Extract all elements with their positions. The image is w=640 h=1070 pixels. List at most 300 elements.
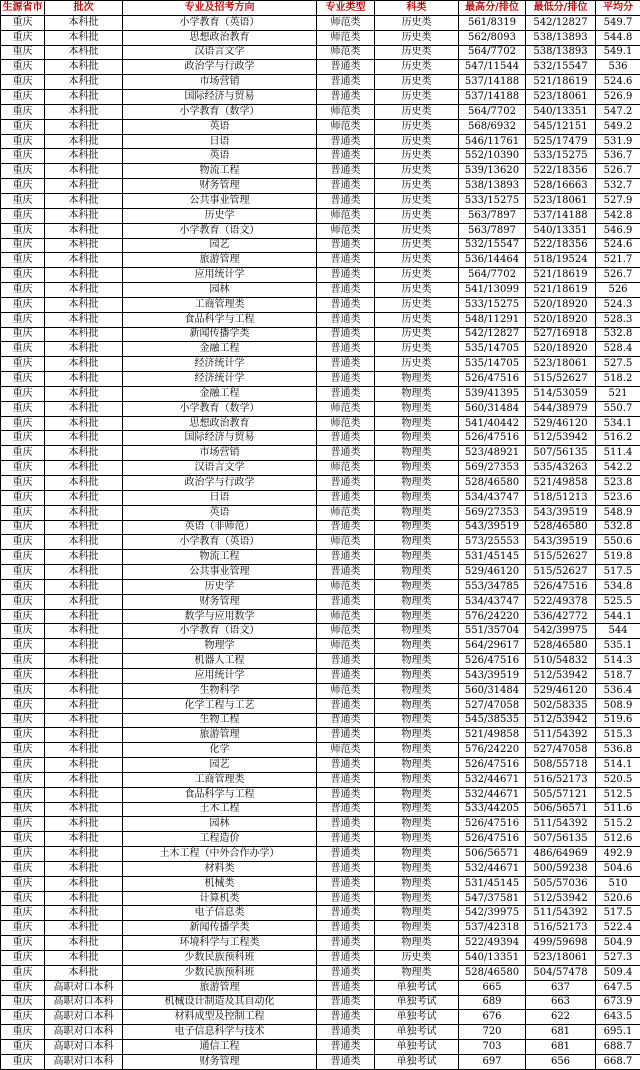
subject-cell: 历史类 [375, 119, 459, 134]
major-cell: 小学教育（数学） [123, 401, 317, 416]
major-cell: 物流工程 [123, 550, 317, 565]
table-row [1, 787, 640, 802]
major-cell: 新闻传播学类 [123, 327, 317, 342]
province-cell: 重庆 [1, 654, 45, 669]
subject-cell: 物理类 [375, 728, 459, 743]
province-cell: 重庆 [1, 550, 45, 565]
major-type-cell: 师范类 [317, 401, 375, 416]
table-row [1, 1010, 640, 1025]
max-score-rank-cell: 532/44671 [459, 787, 526, 802]
subject-cell: 历史类 [375, 60, 459, 75]
batch-cell: 本科批 [45, 60, 123, 75]
max-score-rank-cell: 526/47516 [459, 431, 526, 446]
table-row [1, 639, 640, 654]
table-row [1, 921, 640, 936]
max-score-rank-cell: 697 [459, 1054, 526, 1069]
avg-score-cell: 536.4 [596, 683, 640, 698]
max-score-rank-cell: 532/44671 [459, 861, 526, 876]
province-cell: 重庆 [1, 164, 45, 179]
min-score-rank-cell: 523/18061 [526, 90, 596, 105]
subject-cell: 物理类 [375, 876, 459, 891]
major-type-cell: 师范类 [317, 15, 375, 30]
province-cell: 重庆 [1, 134, 45, 149]
min-score-rank-cell: 538/13893 [526, 45, 596, 60]
min-score-rank-cell: 515/52627 [526, 550, 596, 565]
major-type-cell: 普通类 [317, 713, 375, 728]
avg-score-cell: 544 [596, 624, 640, 639]
avg-score-cell: 509.4 [596, 965, 640, 980]
table-row [1, 149, 640, 164]
province-cell: 重庆 [1, 223, 45, 238]
avg-score-cell: 542.2 [596, 461, 640, 476]
min-score-rank-cell: 523/18061 [526, 193, 596, 208]
avg-score-cell: 527.3 [596, 951, 640, 966]
major-type-cell: 普通类 [317, 342, 375, 357]
max-score-rank-cell: 542/12827 [459, 327, 526, 342]
table-row [1, 579, 640, 594]
max-score-rank-cell: 534/43747 [459, 490, 526, 505]
table-row [1, 965, 640, 980]
province-cell: 重庆 [1, 416, 45, 431]
batch-cell: 高职对口本科 [45, 1054, 123, 1069]
min-score-rank-cell: 663 [526, 995, 596, 1010]
max-score-rank-cell: 543/39519 [459, 668, 526, 683]
major-cell: 公共事业管理 [123, 565, 317, 580]
major-cell: 环境科学与工程类 [123, 936, 317, 951]
table-row [1, 372, 640, 387]
avg-score-cell: 511.4 [596, 446, 640, 461]
subject-cell: 物理类 [375, 624, 459, 639]
subject-cell: 历史类 [375, 951, 459, 966]
major-type-cell: 师范类 [317, 609, 375, 624]
province-cell: 重庆 [1, 639, 45, 654]
min-score-rank-cell: 528/46580 [526, 639, 596, 654]
major-type-cell: 普通类 [317, 490, 375, 505]
subject-cell: 历史类 [375, 253, 459, 268]
header-avg-score: 平均分 [596, 1, 640, 16]
province-cell: 重庆 [1, 728, 45, 743]
major-cell: 国际经济与贸易 [123, 431, 317, 446]
subject-cell: 物理类 [375, 906, 459, 921]
major-type-cell: 师范类 [317, 461, 375, 476]
min-score-rank-cell: 518/51213 [526, 490, 596, 505]
major-type-cell: 普通类 [317, 476, 375, 491]
major-cell: 政治学与行政学 [123, 60, 317, 75]
table-row [1, 104, 640, 119]
batch-cell: 本科批 [45, 342, 123, 357]
max-score-rank-cell: 526/47516 [459, 832, 526, 847]
major-cell: 思想政治教育 [123, 30, 317, 45]
table-row [1, 386, 640, 401]
table-row [1, 683, 640, 698]
min-score-rank-cell: 510/54832 [526, 654, 596, 669]
min-score-rank-cell: 544/38979 [526, 401, 596, 416]
max-score-rank-cell: 529/46120 [459, 565, 526, 580]
avg-score-cell: 522.4 [596, 921, 640, 936]
batch-cell: 本科批 [45, 30, 123, 45]
province-cell: 重庆 [1, 624, 45, 639]
avg-score-cell: 549.1 [596, 45, 640, 60]
avg-score-cell: 519.6 [596, 713, 640, 728]
max-score-rank-cell: 532/15547 [459, 238, 526, 253]
min-score-rank-cell: 520/18920 [526, 312, 596, 327]
major-type-cell: 普通类 [317, 431, 375, 446]
batch-cell: 本科批 [45, 787, 123, 802]
min-score-rank-cell: 523/18061 [526, 357, 596, 372]
subject-cell: 历史类 [375, 208, 459, 223]
batch-cell: 本科批 [45, 268, 123, 283]
province-cell: 重庆 [1, 179, 45, 194]
major-type-cell: 普通类 [317, 565, 375, 580]
major-type-cell: 普通类 [317, 283, 375, 298]
avg-score-cell: 517.5 [596, 565, 640, 580]
batch-cell: 本科批 [45, 90, 123, 105]
subject-cell: 历史类 [375, 357, 459, 372]
table-row [1, 861, 640, 876]
table-row [1, 297, 640, 312]
subject-cell: 物理类 [375, 535, 459, 550]
min-score-rank-cell: 545/12151 [526, 119, 596, 134]
table-row [1, 505, 640, 520]
table-row [1, 342, 640, 357]
avg-score-cell: 534.8 [596, 579, 640, 594]
batch-cell: 本科批 [45, 565, 123, 580]
min-score-rank-cell: 521/49858 [526, 476, 596, 491]
major-type-cell: 师范类 [317, 505, 375, 520]
min-score-rank-cell: 512/53942 [526, 431, 596, 446]
max-score-rank-cell: 689 [459, 995, 526, 1010]
major-cell: 金融工程 [123, 386, 317, 401]
subject-cell: 历史类 [375, 164, 459, 179]
major-cell: 机器人工程 [123, 654, 317, 669]
max-score-rank-cell: 539/41395 [459, 386, 526, 401]
major-type-cell: 普通类 [317, 965, 375, 980]
batch-cell: 本科批 [45, 431, 123, 446]
subject-cell: 历史类 [375, 15, 459, 30]
major-cell: 小学教育（数学） [123, 104, 317, 119]
min-score-rank-cell: 507/56135 [526, 832, 596, 847]
province-cell: 重庆 [1, 1040, 45, 1055]
province-cell: 重庆 [1, 713, 45, 728]
province-cell: 重庆 [1, 1025, 45, 1040]
max-score-rank-cell: 534/43747 [459, 594, 526, 609]
min-score-rank-cell: 656 [526, 1054, 596, 1069]
avg-score-cell: 550.7 [596, 401, 640, 416]
table-row [1, 208, 640, 223]
province-cell: 重庆 [1, 401, 45, 416]
major-type-cell: 师范类 [317, 45, 375, 60]
major-type-cell: 普通类 [317, 253, 375, 268]
subject-cell: 历史类 [375, 223, 459, 238]
major-type-cell: 普通类 [317, 654, 375, 669]
table-row [1, 817, 640, 832]
subject-cell: 物理类 [375, 683, 459, 698]
subject-cell: 历史类 [375, 268, 459, 283]
province-cell: 重庆 [1, 119, 45, 134]
header-major: 专业及招考方向 [123, 1, 317, 16]
subject-cell: 物理类 [375, 713, 459, 728]
province-cell: 重庆 [1, 312, 45, 327]
subject-cell: 单独考试 [375, 1025, 459, 1040]
province-cell: 重庆 [1, 268, 45, 283]
table-row [1, 15, 640, 30]
subject-cell: 物理类 [375, 565, 459, 580]
max-score-rank-cell: 532/44671 [459, 772, 526, 787]
subject-cell: 物理类 [375, 386, 459, 401]
major-type-cell: 普通类 [317, 698, 375, 713]
major-cell: 小学教育（语文） [123, 624, 317, 639]
min-score-rank-cell: 542/39975 [526, 624, 596, 639]
province-cell: 重庆 [1, 327, 45, 342]
major-type-cell: 普通类 [317, 550, 375, 565]
min-score-rank-cell: 511/54392 [526, 906, 596, 921]
subject-cell: 物理类 [375, 609, 459, 624]
major-cell: 旅游管理 [123, 980, 317, 995]
province-cell: 重庆 [1, 1054, 45, 1069]
province-cell: 重庆 [1, 743, 45, 758]
table-row [1, 357, 640, 372]
avg-score-cell: 528.4 [596, 342, 640, 357]
batch-cell: 高职对口本科 [45, 1010, 123, 1025]
min-score-rank-cell: 542/12827 [526, 15, 596, 30]
province-cell: 重庆 [1, 906, 45, 921]
batch-cell: 本科批 [45, 550, 123, 565]
table-row [1, 995, 640, 1010]
batch-cell: 本科批 [45, 891, 123, 906]
major-cell: 政治学与行政学 [123, 476, 317, 491]
major-cell: 小学教育（英语） [123, 535, 317, 550]
avg-score-cell: 512.6 [596, 832, 640, 847]
major-cell: 英语 [123, 149, 317, 164]
subject-cell: 物理类 [375, 505, 459, 520]
max-score-rank-cell: 573/25553 [459, 535, 526, 550]
province-cell: 重庆 [1, 668, 45, 683]
major-cell: 土木工程 [123, 802, 317, 817]
major-type-cell: 普通类 [317, 268, 375, 283]
max-score-rank-cell: 537/14188 [459, 75, 526, 90]
avg-score-cell: 518.2 [596, 372, 640, 387]
major-cell: 通信工程 [123, 1040, 317, 1055]
batch-cell: 本科批 [45, 683, 123, 698]
min-score-rank-cell: 538/13893 [526, 30, 596, 45]
major-cell: 物流工程 [123, 164, 317, 179]
min-score-rank-cell: 516/52173 [526, 772, 596, 787]
batch-cell: 本科批 [45, 965, 123, 980]
province-cell: 重庆 [1, 75, 45, 90]
min-score-rank-cell: 505/57121 [526, 787, 596, 802]
major-cell: 财务管理 [123, 1054, 317, 1069]
max-score-rank-cell: 537/14188 [459, 90, 526, 105]
batch-cell: 本科批 [45, 728, 123, 743]
major-type-cell: 普通类 [317, 1054, 375, 1069]
province-cell: 重庆 [1, 995, 45, 1010]
min-score-rank-cell: 523/18061 [526, 951, 596, 966]
major-type-cell: 普通类 [317, 357, 375, 372]
subject-cell: 物理类 [375, 579, 459, 594]
table-row [1, 283, 640, 298]
province-cell: 重庆 [1, 609, 45, 624]
min-score-rank-cell: 521/18619 [526, 283, 596, 298]
min-score-rank-cell: 486/64969 [526, 847, 596, 862]
subject-cell: 历史类 [375, 30, 459, 45]
major-type-cell: 普通类 [317, 906, 375, 921]
min-score-rank-cell: 522/49378 [526, 594, 596, 609]
min-score-rank-cell: 511/54392 [526, 817, 596, 832]
province-cell: 重庆 [1, 565, 45, 580]
major-type-cell: 普通类 [317, 876, 375, 891]
province-cell: 重庆 [1, 817, 45, 832]
avg-score-cell: 673.9 [596, 995, 640, 1010]
max-score-rank-cell: 535/14705 [459, 357, 526, 372]
subject-cell: 物理类 [375, 668, 459, 683]
major-cell: 经济统计学 [123, 372, 317, 387]
batch-cell: 本科批 [45, 238, 123, 253]
avg-score-cell: 668.7 [596, 1054, 640, 1069]
avg-score-cell: 517.5 [596, 906, 640, 921]
major-cell: 电子信息类 [123, 906, 317, 921]
batch-cell: 本科批 [45, 327, 123, 342]
major-cell: 国际经济与贸易 [123, 90, 317, 105]
table-row [1, 312, 640, 327]
major-type-cell: 普通类 [317, 1040, 375, 1055]
table-row [1, 476, 640, 491]
major-type-cell: 普通类 [317, 594, 375, 609]
table-row [1, 1025, 640, 1040]
avg-score-cell: 526.7 [596, 164, 640, 179]
major-cell: 园艺 [123, 758, 317, 773]
max-score-rank-cell: 523/48921 [459, 446, 526, 461]
batch-cell: 本科批 [45, 149, 123, 164]
batch-cell: 本科批 [45, 416, 123, 431]
batch-cell: 本科批 [45, 609, 123, 624]
min-score-rank-cell: 537/14188 [526, 208, 596, 223]
table-row [1, 832, 640, 847]
province-cell: 重庆 [1, 193, 45, 208]
major-type-cell: 师范类 [317, 639, 375, 654]
major-cell: 旅游管理 [123, 253, 317, 268]
subject-cell: 物理类 [375, 832, 459, 847]
min-score-rank-cell: 543/39519 [526, 535, 596, 550]
subject-cell: 物理类 [375, 639, 459, 654]
province-cell: 重庆 [1, 772, 45, 787]
max-score-rank-cell: 528/46580 [459, 965, 526, 980]
major-type-cell: 普通类 [317, 164, 375, 179]
min-score-rank-cell: 512/53942 [526, 668, 596, 683]
batch-cell: 高职对口本科 [45, 980, 123, 995]
max-score-rank-cell: 526/47516 [459, 758, 526, 773]
batch-cell: 本科批 [45, 75, 123, 90]
header-subject: 科类 [375, 1, 459, 16]
subject-cell: 物理类 [375, 401, 459, 416]
major-type-cell: 普通类 [317, 787, 375, 802]
table-row [1, 758, 640, 773]
major-cell: 电子信息科学与技术 [123, 1025, 317, 1040]
min-score-rank-cell: 518/19524 [526, 253, 596, 268]
province-cell: 重庆 [1, 490, 45, 505]
min-score-rank-cell: 528/16663 [526, 179, 596, 194]
major-type-cell: 普通类 [317, 179, 375, 194]
major-cell: 思想政治教育 [123, 416, 317, 431]
major-cell: 数学与应用数学 [123, 609, 317, 624]
major-cell: 生物科学 [123, 683, 317, 698]
table-row [1, 980, 640, 995]
major-type-cell: 师范类 [317, 30, 375, 45]
min-score-rank-cell: 681 [526, 1040, 596, 1055]
avg-score-cell: 531.9 [596, 134, 640, 149]
max-score-rank-cell: 533/15275 [459, 297, 526, 312]
table-row [1, 223, 640, 238]
avg-score-cell: 520.6 [596, 891, 640, 906]
min-score-rank-cell: 637 [526, 980, 596, 995]
avg-score-cell: 688.7 [596, 1040, 640, 1055]
table-row [1, 179, 640, 194]
batch-cell: 本科批 [45, 758, 123, 773]
avg-score-cell: 549.2 [596, 119, 640, 134]
batch-cell: 本科批 [45, 446, 123, 461]
avg-score-cell: 695.1 [596, 1025, 640, 1040]
batch-cell: 本科批 [45, 15, 123, 30]
major-cell: 土木工程（中外合作办学） [123, 847, 317, 862]
max-score-rank-cell: 528/46580 [459, 476, 526, 491]
major-cell: 化学 [123, 743, 317, 758]
batch-cell: 本科批 [45, 951, 123, 966]
major-cell: 英语（非师范） [123, 520, 317, 535]
max-score-rank-cell: 541/13099 [459, 283, 526, 298]
table-row [1, 1040, 640, 1055]
avg-score-cell: 544.8 [596, 30, 640, 45]
min-score-rank-cell: 536/42772 [526, 609, 596, 624]
min-score-rank-cell: 512/53942 [526, 891, 596, 906]
max-score-rank-cell: 522/49394 [459, 936, 526, 951]
table-row [1, 30, 640, 45]
avg-score-cell: 510 [596, 876, 640, 891]
min-score-rank-cell: 515/52627 [526, 372, 596, 387]
max-score-rank-cell: 576/24220 [459, 743, 526, 758]
avg-score-cell: 515.2 [596, 817, 640, 832]
min-score-rank-cell: 529/46120 [526, 683, 596, 698]
province-cell: 重庆 [1, 238, 45, 253]
batch-cell: 本科批 [45, 579, 123, 594]
header-major-type: 专业类型 [317, 1, 375, 16]
province-cell: 重庆 [1, 520, 45, 535]
min-score-rank-cell: 533/15275 [526, 149, 596, 164]
province-cell: 重庆 [1, 15, 45, 30]
subject-cell: 物理类 [375, 476, 459, 491]
major-type-cell: 师范类 [317, 624, 375, 639]
min-score-rank-cell: 505/57036 [526, 876, 596, 891]
batch-cell: 本科批 [45, 193, 123, 208]
province-cell: 重庆 [1, 372, 45, 387]
subject-cell: 单独考试 [375, 1054, 459, 1069]
min-score-rank-cell: 514/53059 [526, 386, 596, 401]
min-score-rank-cell: 516/52173 [526, 921, 596, 936]
major-type-cell: 普通类 [317, 802, 375, 817]
max-score-rank-cell: 543/39519 [459, 520, 526, 535]
max-score-rank-cell: 539/13620 [459, 164, 526, 179]
province-cell: 重庆 [1, 980, 45, 995]
subject-cell: 物理类 [375, 817, 459, 832]
min-score-rank-cell: 522/18356 [526, 164, 596, 179]
table-row [1, 327, 640, 342]
avg-score-cell: 518.7 [596, 668, 640, 683]
max-score-rank-cell: 553/34785 [459, 579, 526, 594]
avg-score-cell: 544.1 [596, 609, 640, 624]
batch-cell: 本科批 [45, 668, 123, 683]
subject-cell: 历史类 [375, 193, 459, 208]
max-score-rank-cell: 531/45145 [459, 876, 526, 891]
max-score-rank-cell: 564/7702 [459, 268, 526, 283]
avg-score-cell: 519.8 [596, 550, 640, 565]
